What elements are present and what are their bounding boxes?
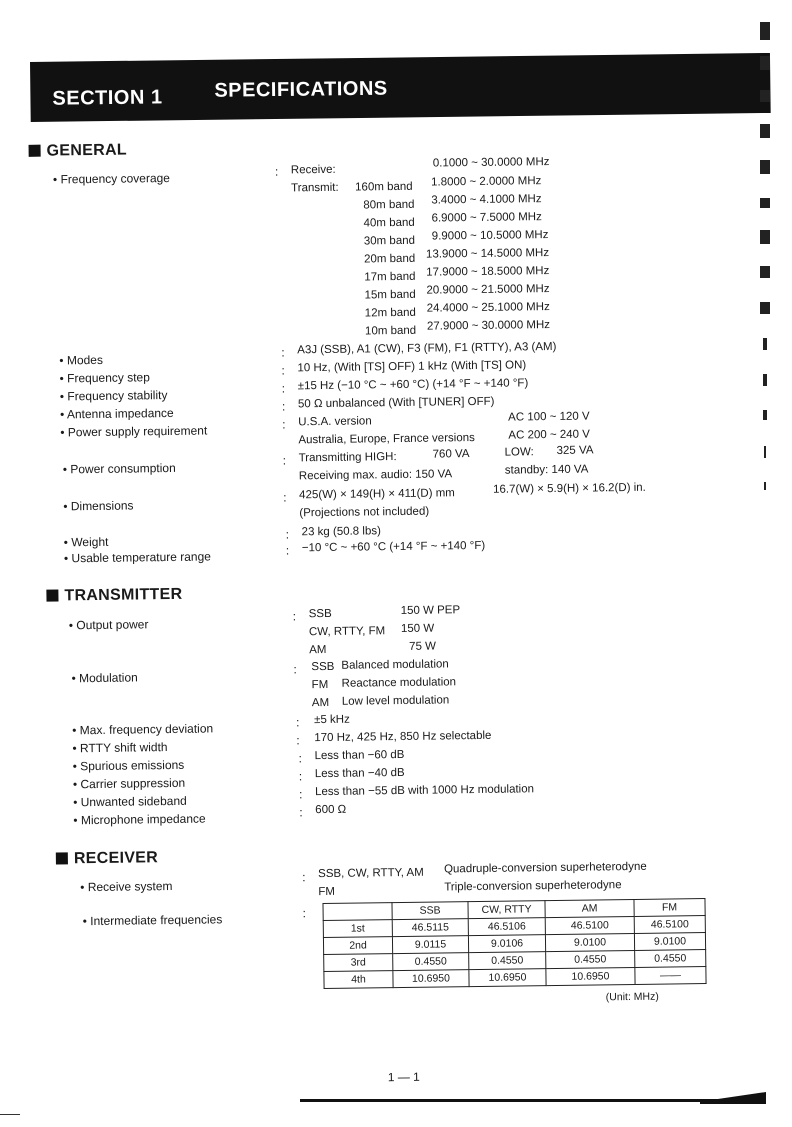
carrier-suppression-value: Less than −40 dB: [314, 766, 405, 781]
band-label: 30m band: [363, 234, 416, 248]
general-heading: GENERAL: [29, 142, 128, 161]
power-supply-usa: U.S.A. version: [298, 415, 372, 429]
spec-label-dimensions: • Dimensions: [63, 498, 134, 514]
transmitter-heading: TRANSMITTER: [46, 586, 182, 606]
modulation-type: Reactance modulation: [341, 676, 457, 690]
left-margin-mark: [0, 1114, 20, 1115]
output-mode: CW, RTTY, FM: [308, 625, 386, 639]
colon: :: [281, 345, 285, 360]
colon: :: [298, 787, 303, 802]
table-cell: 2nd: [323, 937, 392, 955]
colon: :: [283, 490, 287, 505]
table-cell: 0.4550: [546, 950, 635, 968]
band-range: 6.9000 ~ 7.5000 MHz: [431, 211, 542, 225]
edge-mark: [764, 482, 766, 490]
section-number: SECTION 1: [52, 86, 163, 110]
modulation-type: Low level modulation: [341, 694, 450, 708]
spec-label-receive-system: • Receive system: [80, 879, 173, 895]
band-range: 1.8000 ~ 2.0000 MHz: [430, 175, 542, 189]
colon: :: [282, 417, 286, 432]
band-range: 9.9000 ~ 10.5000 MHz: [431, 229, 549, 243]
spec-label-frequency-coverage: • Frequency coverage: [52, 170, 171, 187]
colon: :: [274, 164, 279, 179]
table-header-cell: AM: [545, 899, 634, 917]
bottom-rule: [300, 1099, 766, 1102]
band-range: 20.9000 ~ 21.5000 MHz: [426, 283, 550, 297]
modes-value: A3J (SSB), A1 (CW), F3 (FM), F1 (RTTY), A3 (AM): [297, 340, 557, 357]
if-table: [322, 898, 706, 989]
edge-mark: [760, 198, 770, 208]
table-cell: 3rd: [324, 954, 393, 972]
output-power: 150 W: [400, 622, 435, 635]
section-title: SPECIFICATIONS: [214, 77, 388, 102]
table-cell: 1st: [323, 920, 392, 938]
colon: :: [293, 662, 297, 677]
square-bullet-icon: [46, 589, 58, 601]
receive-value: 0.1000 ~ 30.0000 MHz: [432, 156, 550, 170]
spec-label-power-supply: • Power supply requirement: [60, 423, 208, 440]
band-range: 27.9000 ~ 30.0000 MHz: [426, 319, 551, 333]
table-cell: 4th: [324, 971, 393, 989]
output-power: 75 W: [409, 640, 437, 653]
band-label: 80m band: [363, 198, 415, 212]
edge-mark: [763, 410, 767, 420]
table-cell: 9.0106: [468, 935, 545, 953]
table-header-cell: SSB: [392, 902, 468, 920]
table-cell: 46.5100: [634, 916, 705, 934]
power-tx-label: Transmitting HIGH:: [298, 451, 397, 465]
table-cell: 10.6950: [546, 967, 635, 985]
colon: :: [282, 453, 287, 468]
band-range: 3.4000 ~ 4.1000 MHz: [431, 193, 542, 207]
edge-mark: [763, 374, 767, 386]
colon: :: [296, 715, 300, 730]
colon: :: [298, 751, 303, 766]
table-cell: 46.5106: [468, 918, 545, 936]
edge-mark: [760, 302, 770, 314]
table-cell: 46.5100: [545, 916, 634, 934]
colon: :: [281, 381, 286, 396]
temperature-value: −10 °C ~ +60 °C (+14 °F ~ +140 °F): [301, 539, 486, 555]
band-label: 40m band: [363, 216, 415, 230]
receiver-heading: RECEIVER: [56, 849, 158, 868]
colon: :: [302, 906, 307, 921]
microphone-impedance-value: 600 Ω: [315, 803, 347, 817]
power-low-value: 325 VA: [556, 444, 594, 457]
spec-label-microphone-impedance: • Microphone impedance: [73, 811, 206, 828]
table-cell: 0.4550: [635, 950, 706, 968]
spec-label-spurious: • Spurious emissions: [72, 757, 185, 774]
spec-label-output-power: • Output power: [68, 617, 149, 633]
edge-mark: [760, 160, 770, 174]
power-rx: Receiving max. audio: 150 VA: [298, 468, 453, 483]
edge-mark: [760, 56, 770, 70]
band-label: 12m band: [364, 306, 417, 320]
spec-label-antenna-impedance: • Antenna impedance: [59, 405, 174, 422]
band-label: 20m band: [363, 252, 416, 266]
square-bullet-icon: [29, 145, 41, 157]
table-cell: 9.0100: [634, 933, 705, 951]
power-supply-usa-value: AC 100 ~ 120 V: [508, 410, 590, 424]
modulation-mode: AM: [311, 696, 330, 710]
colon: :: [302, 870, 306, 885]
modulation-mode: FM: [311, 678, 329, 692]
edge-mark: [760, 266, 770, 278]
spurious-value: Less than −60 dB: [314, 748, 405, 763]
colon: :: [285, 543, 290, 558]
table-cell: 10.6950: [469, 969, 546, 987]
edge-mark: [760, 230, 770, 244]
dimensions-mm: 425(W) × 149(H) × 411(D) mm: [299, 487, 455, 502]
power-tx-high: 760 VA: [432, 448, 470, 461]
colon: :: [298, 769, 303, 784]
table-cell: [323, 903, 392, 921]
band-range: 13.9000 ~ 14.5000 MHz: [425, 247, 550, 261]
receive-system-type: Triple-conversion superheterodyne: [444, 879, 622, 894]
table-header-cell: CW, RTTY: [468, 901, 545, 919]
table-cell: 10.6950: [393, 970, 469, 988]
table-cell: 46.5115: [392, 919, 468, 937]
antenna-impedance-value: 50 Ω unbalanced (With [TUNER] OFF): [297, 395, 495, 411]
spec-label-rtty-shift: • RTTY shift width: [72, 740, 168, 756]
frequency-step-value: 10 Hz, (With [TS] OFF) 1 kHz (With [TS] ON): [297, 359, 527, 375]
colon: :: [299, 805, 303, 820]
spec-label-frequency-stability: • Frequency stability: [59, 388, 168, 404]
table-cell: ——: [635, 967, 706, 985]
band-range: 24.4000 ~ 25.1000 MHz: [426, 301, 550, 315]
spec-label-temperature-range: • Usable temperature range: [63, 549, 211, 566]
spec-label-max-deviation: • Max. frequency deviation: [72, 721, 214, 738]
table-cell: 0.4550: [469, 952, 546, 970]
edge-mark: [764, 446, 766, 458]
table-header-cell: FM: [634, 899, 705, 917]
spec-label-modes: • Modes: [59, 352, 104, 368]
edge-mark: [760, 124, 770, 138]
weight-value: 23 kg (50.8 lbs): [301, 525, 381, 539]
transmit-label: Transmit:: [291, 181, 339, 195]
band-label: 160m band: [355, 180, 413, 194]
spec-label-modulation: • Modulation: [71, 670, 138, 686]
unwanted-sideband-value: Less than −55 dB with 1000 Hz modulation: [314, 783, 535, 799]
edge-mark: [763, 338, 767, 350]
band-label: 15m band: [364, 288, 416, 302]
table-cell: 9.0100: [545, 933, 634, 951]
receive-system-modes: FM: [318, 885, 336, 899]
receive-system-type: Quadruple-conversion superheterodyne: [443, 860, 647, 876]
colon: :: [281, 399, 286, 414]
colon: :: [296, 733, 300, 748]
max-deviation-value: ±5 kHz: [314, 713, 350, 727]
spec-label-intermediate-frequencies: • Intermediate frequencies: [82, 912, 223, 929]
rtty-shift-value: 170 Hz, 425 Hz, 850 Hz selectable: [314, 729, 492, 745]
spec-label-power-consumption: • Power consumption: [62, 460, 176, 477]
power-low-label: LOW:: [504, 446, 534, 459]
table-cell: 9.0115: [392, 936, 468, 954]
colon: :: [292, 609, 297, 624]
spec-label-unwanted-sideband: • Unwanted sideband: [73, 793, 187, 810]
band-range: 17.9000 ~ 18.5000 MHz: [426, 265, 550, 279]
output-mode: SSB: [308, 607, 332, 621]
output-mode: AM: [309, 643, 327, 657]
table-cell: 0.4550: [393, 953, 469, 971]
spec-label-carrier-suppression: • Carrier suppression: [72, 775, 186, 792]
receive-system-modes: SSB, CW, RTTY, AM: [318, 866, 424, 881]
spec-label-frequency-step: • Frequency step: [59, 370, 150, 386]
table-row: [324, 967, 706, 989]
edge-mark: [760, 22, 770, 40]
spec-label-weight: • Weight: [63, 534, 109, 550]
output-power: 150 W PEP: [400, 604, 461, 617]
page-number: 1 — 1: [387, 1069, 420, 1085]
frequency-stability-value: ±15 Hz (−10 °C ~ +60 °C) (+14 °F ~ +140 °F): [297, 377, 529, 393]
edge-mark: [760, 90, 770, 102]
band-label: 17m band: [364, 270, 416, 284]
power-supply-intl: Australia, Europe, France versions: [298, 432, 475, 447]
colon: :: [285, 527, 290, 542]
unit-note: (Unit: MHz): [605, 990, 659, 1004]
dimensions-note: (Projections not included): [299, 505, 430, 520]
modulation-mode: SSB: [311, 660, 335, 674]
colon: :: [281, 363, 285, 378]
receive-label: Receive:: [290, 163, 336, 177]
square-bullet-icon: [56, 852, 68, 864]
power-supply-intl-value: AC 200 ~ 240 V: [508, 428, 590, 442]
power-standby: standby: 140 VA: [504, 463, 589, 477]
modulation-type: Balanced modulation: [341, 658, 449, 672]
band-label: 10m band: [364, 324, 417, 338]
dimensions-in: 16.7(W) × 5.9(H) × 16.2(D) in.: [493, 481, 646, 496]
